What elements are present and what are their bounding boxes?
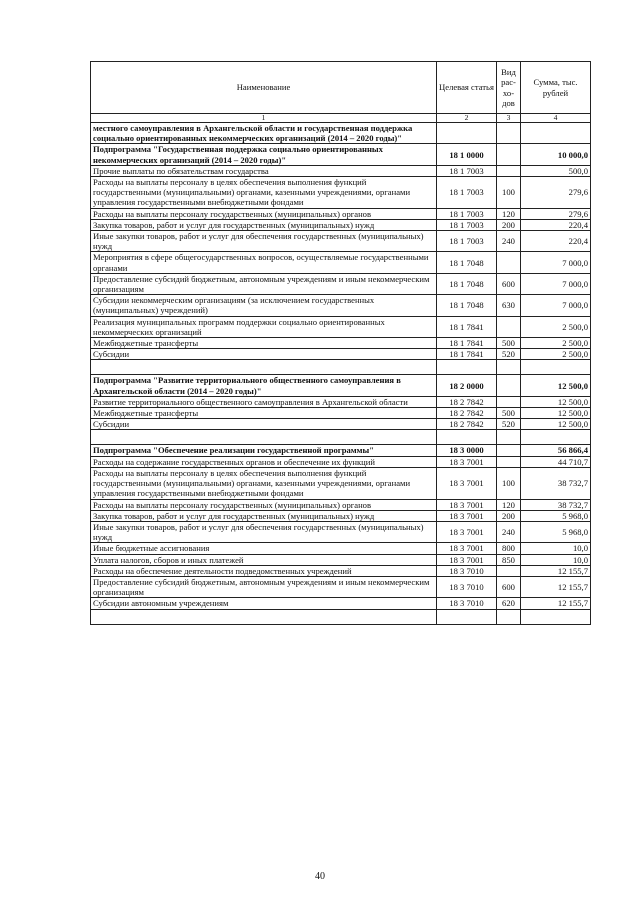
table-row — [91, 165, 591, 176]
cell-expense-kind: 600 — [497, 576, 521, 597]
cell-target-code: 18 3 0000 — [437, 445, 497, 456]
cell-expense-kind: 120 — [497, 208, 521, 219]
cell-expense-kind: 800 — [497, 543, 521, 554]
cell-amount: 7 000,0 — [521, 295, 591, 316]
cell-amount: 279,6 — [521, 177, 591, 209]
cell-target-code: 18 3 7001 — [437, 467, 497, 499]
cell-target-code — [437, 609, 497, 624]
cell-name: Мероприятия в сфере общегосударственных вопросов, осуществляемые государственными органами — [91, 252, 437, 273]
cell-amount: 10,0 — [521, 543, 591, 554]
table-row — [91, 510, 591, 521]
cell-expense-kind — [497, 609, 521, 624]
cell-expense-kind — [497, 144, 521, 165]
table-row — [91, 576, 591, 597]
cell-expense-kind — [497, 123, 521, 144]
cell-target-code: 18 3 7001 — [437, 521, 497, 542]
spacer-row — [91, 360, 591, 375]
cell-target-code: 18 1 7003 — [437, 165, 497, 176]
cell-expense-kind — [497, 456, 521, 467]
cell-target-code: 18 2 7842 — [437, 408, 497, 419]
cell-target-code — [437, 123, 497, 144]
table-body — [91, 123, 591, 625]
page-number: 40 — [315, 871, 325, 882]
cell-expense-kind — [497, 396, 521, 407]
cell-amount — [521, 430, 591, 445]
cell-expense-kind: 520 — [497, 349, 521, 360]
cell-expense-kind: 500 — [497, 338, 521, 349]
table-row — [91, 219, 591, 230]
table-row — [91, 144, 591, 165]
cell-name: Подпрограмма "Государственная поддержка социально ориентированных некоммерческих организаций (2014 – 2020 годы)" — [91, 144, 437, 165]
table-row — [91, 273, 591, 294]
cell-target-code — [437, 430, 497, 445]
cell-name: Иные закупки товаров, работ и услуг для обеспечения государственных (муниципальных) нужд — [91, 521, 437, 542]
table-row — [91, 316, 591, 337]
cell-expense-kind — [497, 252, 521, 273]
column-index-4: 4 — [521, 114, 591, 123]
table-row — [91, 554, 591, 565]
table-row — [91, 598, 591, 609]
cell-target-code: 18 2 7842 — [437, 396, 497, 407]
cell-name: местного самоуправления в Архангельской области и государственная поддержка социально ориентированных некоммерческих организаций (2014 – 2020 годы)" — [91, 123, 437, 144]
cell-amount: 10 000,0 — [521, 144, 591, 165]
table-row — [91, 396, 591, 407]
cell-expense-kind: 620 — [497, 598, 521, 609]
cell-amount: 7 000,0 — [521, 252, 591, 273]
table-row — [91, 565, 591, 576]
table-row — [91, 338, 591, 349]
cell-amount: 12 155,7 — [521, 598, 591, 609]
cell-amount: 56 866,4 — [521, 445, 591, 456]
table-row — [91, 408, 591, 419]
table-row — [91, 295, 591, 316]
cell-target-code: 18 3 7010 — [437, 576, 497, 597]
column-index-1: 1 — [91, 114, 437, 123]
cell-name: Развитие территориального общественного самоуправления в Архангельской области — [91, 396, 437, 407]
column-index-2: 2 — [437, 114, 497, 123]
cell-name — [91, 430, 437, 445]
budget-table — [90, 61, 591, 625]
cell-target-code: 18 1 7048 — [437, 295, 497, 316]
table-row — [91, 467, 591, 499]
cell-amount: 2 500,0 — [521, 338, 591, 349]
header-name: Наименование — [91, 62, 437, 114]
cell-expense-kind — [497, 316, 521, 337]
table-row — [91, 123, 591, 144]
cell-expense-kind: 200 — [497, 510, 521, 521]
cell-amount: 38 732,7 — [521, 467, 591, 499]
cell-name: Подпрограмма "Обеспечение реализации государственной программы" — [91, 445, 437, 456]
cell-expense-kind — [497, 375, 521, 396]
cell-name: Субсидии некоммерческим организациям (за исключением государственных (муниципальных) учреждений) — [91, 295, 437, 316]
table-row — [91, 349, 591, 360]
cell-name: Субсидии — [91, 419, 437, 430]
cell-expense-kind — [497, 360, 521, 375]
cell-name: Закупка товаров, работ и услуг для государственных (муниципальных) нужд — [91, 219, 437, 230]
cell-name: Расходы на выплаты персоналу в целях обеспечения выполнения функций государственными (муниципальными) органами, казенными учреждениями, органами управления государственными внебюджетными фондами — [91, 467, 437, 499]
cell-amount: 2 500,0 — [521, 349, 591, 360]
cell-name: Прочие выплаты по обязательствам государства — [91, 165, 437, 176]
cell-target-code: 18 3 7001 — [437, 543, 497, 554]
cell-amount: 279,6 — [521, 208, 591, 219]
table-row — [91, 445, 591, 456]
cell-expense-kind: 600 — [497, 273, 521, 294]
cell-name: Расходы на обеспечение деятельности подведомственных учреждений — [91, 565, 437, 576]
cell-amount: 5 968,0 — [521, 510, 591, 521]
cell-target-code: 18 1 7841 — [437, 349, 497, 360]
cell-name: Расходы на выплаты персоналу государственных (муниципальных) органов — [91, 208, 437, 219]
table-row — [91, 375, 591, 396]
budget-table-container — [90, 61, 590, 625]
cell-target-code: 18 1 7048 — [437, 273, 497, 294]
spacer-row — [91, 609, 591, 624]
cell-expense-kind — [497, 565, 521, 576]
column-index-row — [91, 114, 591, 123]
cell-expense-kind — [497, 445, 521, 456]
cell-amount — [521, 360, 591, 375]
cell-name: Предоставление субсидий бюджетным, автономным учреждениям и иным некоммерческим организациям — [91, 273, 437, 294]
cell-expense-kind — [497, 430, 521, 445]
cell-amount: 12 155,7 — [521, 565, 591, 576]
cell-amount: 12 500,0 — [521, 419, 591, 430]
cell-target-code — [437, 360, 497, 375]
cell-target-code: 18 3 7010 — [437, 598, 497, 609]
cell-expense-kind: 240 — [497, 521, 521, 542]
cell-name: Уплата налогов, сборов и иных платежей — [91, 554, 437, 565]
table-header-row — [91, 62, 591, 114]
cell-target-code: 18 1 7003 — [437, 219, 497, 230]
cell-amount: 12 500,0 — [521, 396, 591, 407]
table-row — [91, 177, 591, 209]
header-sum: Сумма, тыс. рублей — [521, 62, 591, 114]
table-row — [91, 231, 591, 252]
cell-amount: 2 500,0 — [521, 316, 591, 337]
cell-amount: 12 500,0 — [521, 408, 591, 419]
cell-expense-kind: 120 — [497, 499, 521, 510]
cell-target-code: 18 1 7841 — [437, 338, 497, 349]
cell-name: Подпрограмма "Развитие территориального общественного самоуправления в Архангельской области (2014 – 2020 годы)" — [91, 375, 437, 396]
cell-amount — [521, 609, 591, 624]
cell-amount: 38 732,7 — [521, 499, 591, 510]
cell-name: Расходы на выплаты персоналу государственных (муниципальных) органов — [91, 499, 437, 510]
cell-amount: 10,0 — [521, 554, 591, 565]
table-row — [91, 499, 591, 510]
cell-expense-kind: 520 — [497, 419, 521, 430]
cell-name: Иные бюджетные ассигнования — [91, 543, 437, 554]
cell-name: Субсидии — [91, 349, 437, 360]
cell-amount: 44 710,7 — [521, 456, 591, 467]
table-row — [91, 419, 591, 430]
cell-name — [91, 360, 437, 375]
cell-target-code: 18 2 7842 — [437, 419, 497, 430]
cell-name: Закупка товаров, работ и услуг для государственных (муниципальных) нужд — [91, 510, 437, 521]
cell-expense-kind: 100 — [497, 177, 521, 209]
cell-expense-kind: 850 — [497, 554, 521, 565]
header-code: Целевая статья — [437, 62, 497, 114]
cell-target-code: 18 3 7001 — [437, 510, 497, 521]
cell-name: Субсидии автономным учреждениям — [91, 598, 437, 609]
cell-expense-kind: 200 — [497, 219, 521, 230]
spacer-row — [91, 430, 591, 445]
cell-name — [91, 609, 437, 624]
cell-target-code: 18 3 7010 — [437, 565, 497, 576]
cell-name: Реализация муниципальных программ поддержки социально ориентированных некоммерческих организаций — [91, 316, 437, 337]
cell-name: Расходы на содержание государственных органов и обеспечение их функций — [91, 456, 437, 467]
cell-target-code: 18 3 7001 — [437, 499, 497, 510]
cell-name: Расходы на выплаты персоналу в целях обеспечения выполнения функций государственными (муниципальными) органами, казенными учреждениями, органами управления государственными внебюджетными фондами — [91, 177, 437, 209]
table-row — [91, 521, 591, 542]
column-index-3: 3 — [497, 114, 521, 123]
cell-amount: 5 968,0 — [521, 521, 591, 542]
cell-target-code: 18 3 7001 — [437, 456, 497, 467]
cell-target-code: 18 1 7003 — [437, 231, 497, 252]
cell-expense-kind: 500 — [497, 408, 521, 419]
cell-expense-kind: 240 — [497, 231, 521, 252]
header-kind: Вид рас-хо-дов — [497, 62, 521, 114]
cell-name: Межбюджетные трансферты — [91, 408, 437, 419]
cell-amount — [521, 123, 591, 144]
cell-name: Иные закупки товаров, работ и услуг для обеспечения государственных (муниципальных) нужд — [91, 231, 437, 252]
cell-target-code: 18 1 7003 — [437, 208, 497, 219]
cell-amount: 7 000,0 — [521, 273, 591, 294]
cell-name: Предоставление субсидий бюджетным, автономным учреждениям и иным некоммерческим организациям — [91, 576, 437, 597]
cell-name: Межбюджетные трансферты — [91, 338, 437, 349]
cell-target-code: 18 2 0000 — [437, 375, 497, 396]
cell-target-code: 18 1 7003 — [437, 177, 497, 209]
cell-expense-kind: 630 — [497, 295, 521, 316]
cell-expense-kind — [497, 165, 521, 176]
table-row — [91, 252, 591, 273]
cell-target-code: 18 1 0000 — [437, 144, 497, 165]
cell-amount: 220,4 — [521, 219, 591, 230]
table-row — [91, 543, 591, 554]
cell-expense-kind: 100 — [497, 467, 521, 499]
cell-target-code: 18 1 7048 — [437, 252, 497, 273]
cell-target-code: 18 1 7841 — [437, 316, 497, 337]
cell-amount: 500,0 — [521, 165, 591, 176]
cell-target-code: 18 3 7001 — [437, 554, 497, 565]
table-row — [91, 456, 591, 467]
table-row — [91, 208, 591, 219]
cell-amount: 220,4 — [521, 231, 591, 252]
cell-amount: 12 155,7 — [521, 576, 591, 597]
cell-amount: 12 500,0 — [521, 375, 591, 396]
